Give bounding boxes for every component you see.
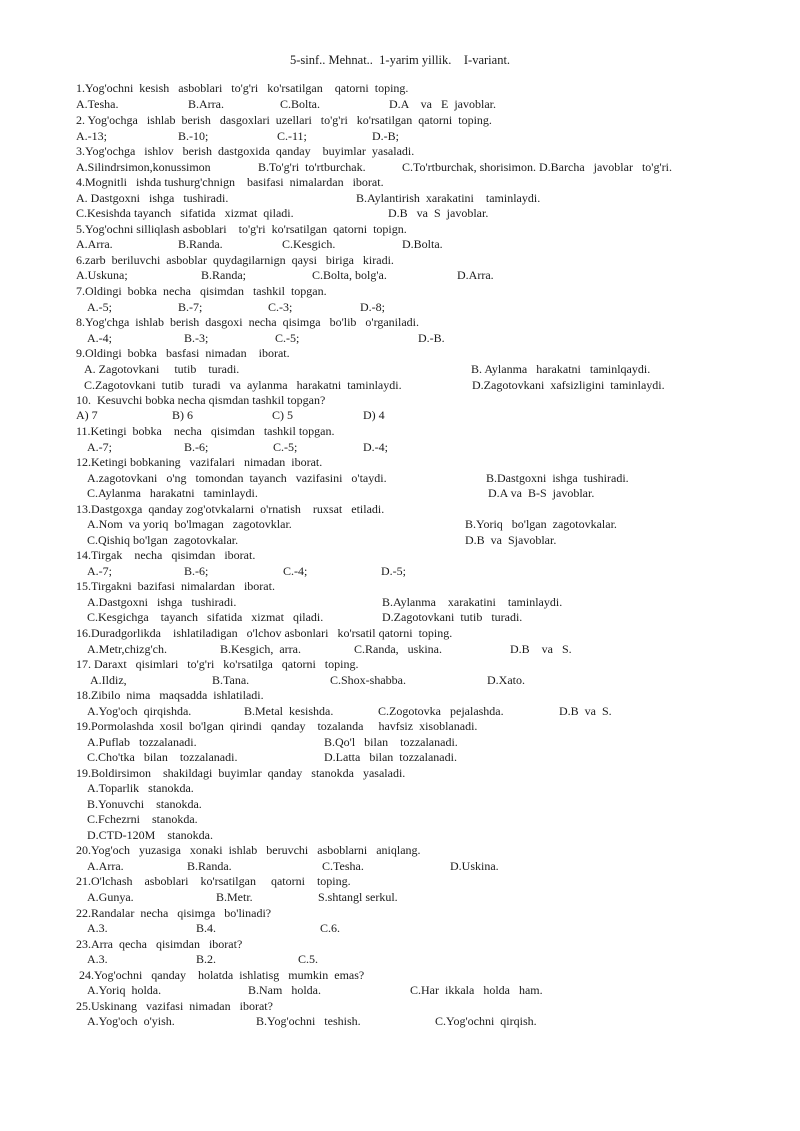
answer-option: B.Aylanma xarakatini taminlaydi. bbox=[382, 595, 563, 609]
answer-option: C.Kesgichga tayanch sifatida xizmat qiladi. bbox=[87, 610, 324, 624]
answer-option: A. Dastgoxni ishga tushiradi. bbox=[76, 191, 229, 205]
answer-option: C.-5; bbox=[275, 331, 300, 345]
answer-option: B.Nam holda. bbox=[248, 983, 321, 997]
question-text: 2. Yog'ochga ishlab berish dasgoxlari uzellari to'g'ri ko'rsatilgan qatorni toping. bbox=[76, 113, 492, 127]
answer-option: A) 7 bbox=[76, 408, 98, 422]
question-text: 19.Pormolashda xosil bo'lgan qirindi qanday tozalanda havfsiz xisoblanadi. bbox=[76, 719, 478, 733]
answer-option: A.Tesha. bbox=[76, 97, 119, 111]
answer-option: D.-B; bbox=[372, 129, 399, 143]
answer-option: A.-7; bbox=[87, 440, 112, 454]
answer-option: A.Arra. bbox=[87, 859, 124, 873]
answer-option: B.Arra. bbox=[188, 97, 224, 111]
question-text: 6.zarb beriluvchi asboblar quydagilarnign qaysi biriga kiradi. bbox=[76, 253, 394, 267]
answer-option: B.Randa; bbox=[201, 268, 246, 282]
answer-options-row bbox=[0, 610, 800, 626]
answer-option: D.Uskina. bbox=[450, 859, 499, 873]
answer-option: B. Aylanma harakatni taminlqaydi. bbox=[471, 362, 651, 376]
answer-options-row bbox=[0, 595, 800, 611]
answer-option: C.Shox-shabba. bbox=[330, 673, 406, 687]
answer-option: S.shtangl serkul. bbox=[318, 890, 398, 904]
answer-option: B.-10; bbox=[178, 129, 209, 143]
answer-options-row bbox=[0, 440, 800, 456]
answer-option: D.B va Sjavoblar. bbox=[465, 533, 557, 547]
answer-option: D.-B. bbox=[418, 331, 445, 345]
answer-option: B.To'g'ri to'rtburchak. bbox=[258, 160, 366, 174]
answer-option: C.-5; bbox=[273, 440, 298, 454]
question-text: 8.Yog'chga ishlab berish dasgoxi necha qisimga bo'lib o'rganiladi. bbox=[76, 315, 420, 329]
answer-option: D.-4; bbox=[363, 440, 388, 454]
answer-option: B.Dastgoxni ishga tushiradi. bbox=[486, 471, 629, 485]
answer-options-row bbox=[0, 890, 800, 906]
answer-options-row bbox=[0, 533, 800, 549]
answer-option: D.Zagotovkani xafsizligini taminlaydi. bbox=[472, 378, 665, 392]
question-text: 17. Daraxt qisimlari to'g'ri ko'rsatilga qatorni toping. bbox=[76, 657, 359, 671]
answer-options-row bbox=[0, 378, 800, 394]
answer-option: B.Yonuvchi stanokda. bbox=[87, 797, 202, 811]
question-text: 20.Yog'och yuzasiga xonaki ishlab beruvchi asboblarni aniqlang. bbox=[76, 843, 421, 857]
answer-option: A.Gunya. bbox=[87, 890, 134, 904]
answer-option: D.Arra. bbox=[457, 268, 494, 282]
answer-option: A.Arra. bbox=[76, 237, 113, 251]
answer-option: C.Kesgich. bbox=[282, 237, 336, 251]
answer-option: A.Yog'och o'yish. bbox=[87, 1014, 175, 1028]
answer-option: A. Zagotovkani tutib turadi. bbox=[84, 362, 240, 376]
answer-option: B.-3; bbox=[184, 331, 209, 345]
answer-option: C.Aylanma harakatni taminlaydi. bbox=[87, 486, 258, 500]
answer-options-row bbox=[0, 673, 800, 689]
question-text: 1.Yog'ochni kesish asboblari to'g'ri ko'rsatilgan qatorni toping. bbox=[76, 81, 409, 95]
answer-option: B.Randa. bbox=[187, 859, 232, 873]
answer-options-row bbox=[0, 206, 800, 222]
answer-options-row bbox=[0, 828, 800, 844]
answer-option: C.Har ikkala holda ham. bbox=[410, 983, 543, 997]
answer-option: C.-3; bbox=[268, 300, 293, 314]
answer-option: A.-4; bbox=[87, 331, 112, 345]
question-text: 18.Zibilo nima maqsadda ishlatiladi. bbox=[76, 688, 264, 702]
answer-option: C.Fchezrni stanokda. bbox=[87, 812, 198, 826]
answer-option: B) 6 bbox=[172, 408, 193, 422]
answer-options-row bbox=[0, 486, 800, 502]
answer-options-row bbox=[0, 750, 800, 766]
answer-option: D.Zagotovkani tutib turadi. bbox=[382, 610, 523, 624]
question-text: 19.Boldirsimon shakildagi buyimlar qanday stanokda yasaladi. bbox=[76, 766, 406, 780]
answer-options-row bbox=[0, 642, 800, 658]
answer-option: D.Latta bilan tozzalanadi. bbox=[324, 750, 457, 764]
answer-option: B.Kesgich, arra. bbox=[220, 642, 301, 656]
answer-option: B.Metal kesishda. bbox=[244, 704, 334, 718]
answer-option: A.-5; bbox=[87, 300, 112, 314]
question-text: 25.Uskinang vazifasi nimadan iborat? bbox=[76, 999, 273, 1013]
answer-options-row bbox=[0, 797, 800, 813]
answer-options-row bbox=[0, 1014, 800, 1030]
answer-option: B.Yoriq bo'lgan zagotovkalar. bbox=[465, 517, 617, 531]
answer-option: C.Randa, uskina. bbox=[354, 642, 442, 656]
answer-option: B.-7; bbox=[178, 300, 203, 314]
question-text: 13.Dastgoxga qanday zog'otvkalarni o'rnatish ruxsat etiladi. bbox=[76, 502, 385, 516]
answer-option: A.3. bbox=[87, 921, 108, 935]
question-text: 23.Arra qecha qisimdan iborat? bbox=[76, 937, 243, 951]
question-text: 10. Kesuvchi bobka necha qismdan tashkil topgan? bbox=[76, 393, 326, 407]
answer-options-row bbox=[0, 812, 800, 828]
answer-option: B.Metr. bbox=[216, 890, 253, 904]
question-text: 22.Randalar necha qisimga bo'linadi? bbox=[76, 906, 272, 920]
answer-option: C.Yog'ochni qirqish. bbox=[435, 1014, 537, 1028]
answer-option: D.Bolta. bbox=[402, 237, 443, 251]
answer-option: D.A va B-S javoblar. bbox=[488, 486, 595, 500]
answer-option: D.-8; bbox=[360, 300, 385, 314]
answer-option: A.zagotovkani o'ng tomondan tayanch vazifasini o'taydi. bbox=[87, 471, 387, 485]
answer-option: D.A va E javoblar. bbox=[389, 97, 496, 111]
answer-options-row bbox=[0, 952, 800, 968]
answer-options-row bbox=[0, 859, 800, 875]
answer-option: D) 4 bbox=[363, 408, 385, 422]
answer-option: A.Yoriq holda. bbox=[87, 983, 162, 997]
answer-option: B.-6; bbox=[184, 440, 209, 454]
answer-option: D.Xato. bbox=[487, 673, 525, 687]
answer-options-row bbox=[0, 564, 800, 580]
question-text: 12.Ketingi bobkaning vazifalari nimadan iborat. bbox=[76, 455, 323, 469]
answer-option: C.Zogotovka pejalashda. bbox=[378, 704, 504, 718]
answer-option: A.Puflab tozzalanadi. bbox=[87, 735, 197, 749]
answer-option: B.4. bbox=[196, 921, 217, 935]
question-text: 3.Yog'ochga ishlov berish dastgoxida qanday buyimlar yasaladi. bbox=[76, 144, 415, 158]
answer-option: C.Bolta. bbox=[280, 97, 321, 111]
answer-option: B.Qo'l bilan tozzalanadi. bbox=[324, 735, 458, 749]
answer-option: A.Metr,chizg'ch. bbox=[87, 642, 167, 656]
answer-option: C.Zagotovkani tutib turadi va aylanma harakatni taminlaydi. bbox=[84, 378, 402, 392]
answer-option: B.Aylantirish xarakatini taminlaydi. bbox=[356, 191, 541, 205]
answer-option: D.CTD-120M stanokda. bbox=[87, 828, 213, 842]
answer-options-row bbox=[0, 160, 800, 176]
question-text: 21.O'lchash asboblari ko'rsatilgan qatorni toping. bbox=[76, 874, 351, 888]
answer-option: D.Barcha javoblar to'g'ri. bbox=[539, 160, 672, 174]
answer-options-row bbox=[0, 268, 800, 284]
page-title: 5-sinf.. Mehnat.. 1-yarim yillik. I-variant. bbox=[289, 53, 511, 67]
answer-option: B.Randa. bbox=[178, 237, 223, 251]
question-text: 24.Yog'ochni qanday holatda ishlatisg mumkin emas? bbox=[76, 968, 365, 982]
answer-option: A.Uskuna; bbox=[76, 268, 128, 282]
question-text: 11.Ketingi bobka necha qisimdan tashkil topgan. bbox=[76, 424, 335, 438]
answer-option: C.-4; bbox=[283, 564, 308, 578]
answer-option: C.Cho'tka bilan tozzalanadi. bbox=[87, 750, 238, 764]
answer-option: A.3. bbox=[87, 952, 108, 966]
answer-options-row bbox=[0, 129, 800, 145]
question-text: 4.Mognitli ishda tushurg'chnign basifasi nimalardan iborat. bbox=[76, 175, 384, 189]
answer-options-row bbox=[0, 191, 800, 207]
answer-option: D.B va S. bbox=[559, 704, 612, 718]
answer-option: C.5. bbox=[298, 952, 319, 966]
question-text: 14.Tirgak necha qisimdan iborat. bbox=[76, 548, 256, 562]
answer-options-row bbox=[0, 704, 800, 720]
answer-option: B.Tana. bbox=[212, 673, 250, 687]
answer-option: A.-13; bbox=[76, 129, 107, 143]
answer-options-row bbox=[0, 471, 800, 487]
question-text: 7.Oldingi bobka necha qisimdan tashkil topgan. bbox=[76, 284, 327, 298]
answer-options-row bbox=[0, 517, 800, 533]
answer-options-row bbox=[0, 300, 800, 316]
answer-option: D.-5; bbox=[381, 564, 406, 578]
answer-option: B.-6; bbox=[184, 564, 209, 578]
answer-options-row bbox=[0, 362, 800, 378]
answer-option: C.6. bbox=[320, 921, 341, 935]
answer-options-row bbox=[0, 331, 800, 347]
answer-option: C.Tesha. bbox=[322, 859, 364, 873]
answer-option: A.Yog'och qirqishda. bbox=[87, 704, 192, 718]
answer-options-row bbox=[0, 735, 800, 751]
answer-option: A.Nom va yoriq bo'lmagan zagotovklar. bbox=[87, 517, 292, 531]
answer-options-row bbox=[0, 781, 800, 797]
answer-option: C.To'rtburchak, shorisimon. bbox=[402, 160, 536, 174]
answer-options-row bbox=[0, 921, 800, 937]
answer-options-row bbox=[0, 983, 800, 999]
answer-option: C.Qishiq bo'lgan zagotovkalar. bbox=[87, 533, 239, 547]
answer-option: D.B va S javoblar. bbox=[388, 206, 489, 220]
answer-option: C) 5 bbox=[272, 408, 293, 422]
answer-option: B.Yog'ochni teshish. bbox=[256, 1014, 361, 1028]
answer-option: C.Bolta, bolg'a. bbox=[312, 268, 387, 282]
answer-option: C.-11; bbox=[277, 129, 307, 143]
answer-option: B.2. bbox=[196, 952, 217, 966]
answer-option: D.B va S. bbox=[510, 642, 572, 656]
answer-option: A.-7; bbox=[87, 564, 112, 578]
answer-option: A.Toparlik stanokda. bbox=[87, 781, 194, 795]
answer-options-row bbox=[0, 237, 800, 253]
answer-option: A.Dastgoxni ishga tushiradi. bbox=[87, 595, 237, 609]
question-text: 15.Tirgakni bazifasi nimalardan iborat. bbox=[76, 579, 275, 593]
answer-option: A.Ildiz, bbox=[90, 673, 127, 687]
answer-option: A.Silindrsimon,konussimon bbox=[76, 160, 211, 174]
answer-option: C.Kesishda tayanch sifatida xizmat qiladi. bbox=[76, 206, 294, 220]
question-text: 9.Oldingi bobka basfasi nimadan iborat. bbox=[76, 346, 290, 360]
question-text: 16.Duradgorlikda ishlatiladigan o'lchov asbonlari ko'rsatil qatorni toping. bbox=[76, 626, 453, 640]
question-text: 5.Yog'ochni silliqlash asboblari to'g'ri ko'rsatilgan qatorni topign. bbox=[76, 222, 407, 236]
answer-options-row bbox=[0, 408, 800, 424]
answer-options-row bbox=[0, 97, 800, 113]
